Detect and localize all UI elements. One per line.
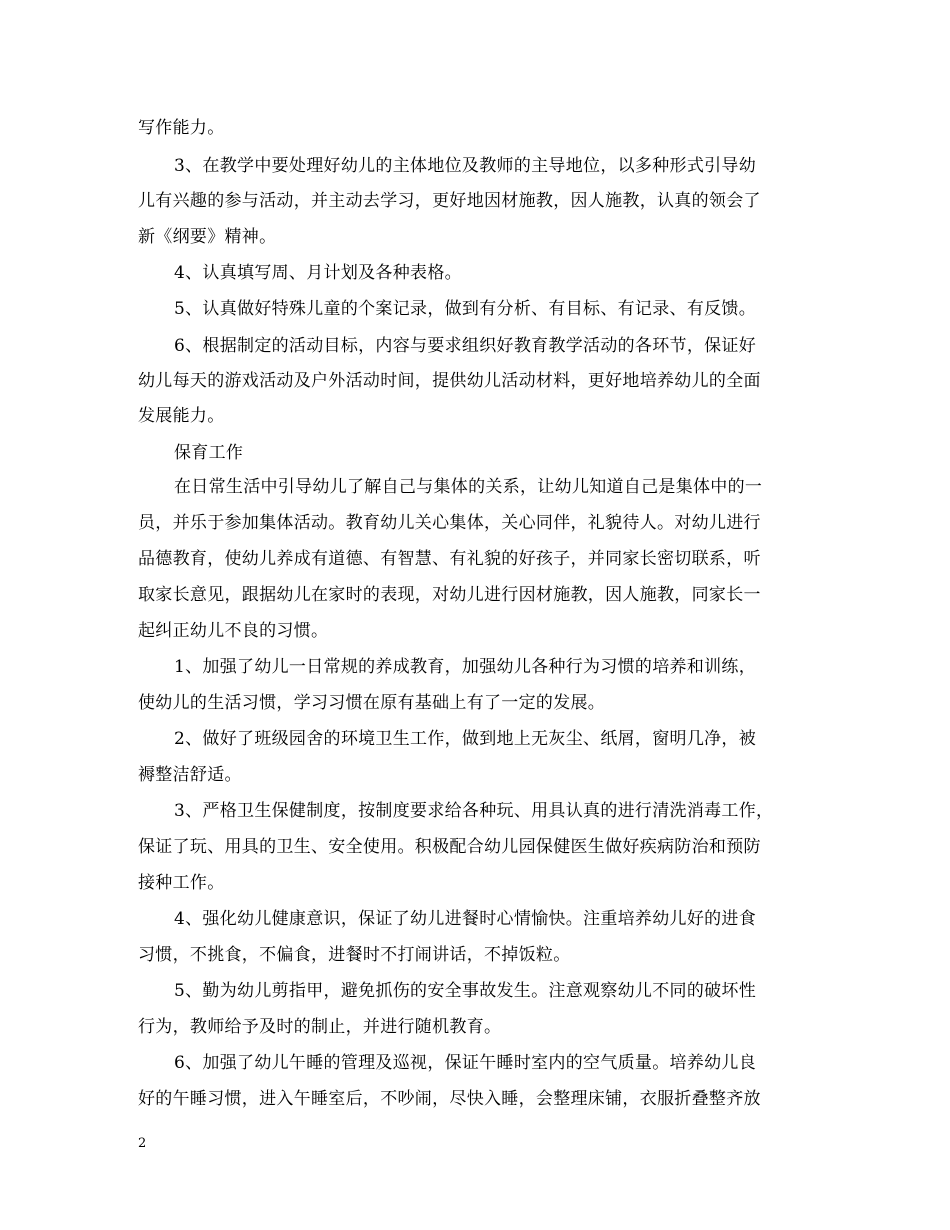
text-line: 4、认真填写周、月计划及各种表格。 (174, 263, 462, 283)
text-line: 接种工作。 (138, 873, 225, 893)
section-heading: 保育工作 (174, 443, 244, 463)
text-line: 2、做好了班级园舍的环境卫生工作，做到地上无灰尘、纸屑，窗明几净，被 (174, 729, 757, 749)
text-line: 在日常生活中引导幼儿了解自己与集体的关系，让幼儿知道自己是集体中的一 (174, 477, 763, 497)
text-line: 使幼儿的生活习惯，学习习惯在原有基础上有了一定的发展。 (138, 693, 606, 713)
text-line: 褥整洁舒适。 (138, 765, 242, 785)
text-line: 3、在教学中要处理好幼儿的主体地位及教师的主导地位，以多种形式引导幼 (174, 156, 757, 176)
text-line: 起纠正幼儿不良的习惯。 (138, 621, 329, 641)
text-line: 幼儿每天的游戏活动及户外活动时间，提供幼儿活动材料，更好地培养幼儿的全面 (138, 371, 761, 391)
text-line: 5、勤为幼儿剪指甲，避免抓伤的安全事故发生。注意观察幼儿不同的破坏性 (174, 981, 757, 1001)
text-line: 6、根据制定的活动目标，内容与要求组织好教育教学活动的各环节，保证好 (174, 336, 757, 356)
text-line: 员，并乐于参加集体活动。教育幼儿关心集体，关心同伴，礼貌待人。对幼儿进行 (138, 513, 761, 533)
text-line: 5、认真做好特殊儿童的个案记录，做到有分析、有目标、有记录、有反馈。 (174, 299, 757, 319)
text-line: 保证了玩、用具的卫生、安全使用。积极配合幼儿园保健医生做好疾病防治和预防 (138, 837, 761, 857)
text-line: 好的午睡习惯，进入午睡室后，不吵闹，尽快入睡，会整理床铺，衣服折叠整齐放 (138, 1089, 761, 1109)
page-number: 2 (138, 1136, 147, 1151)
text-line: 儿有兴趣的参与活动，并主动去学习，更好地因材施教，因人施教，认真的领会了 (138, 191, 761, 211)
text-line: 4、强化幼儿健康意识，保证了幼儿进餐时心情愉快。注重培养幼儿好的进食 (174, 909, 757, 929)
text-line: 6、加强了幼儿午睡的管理及巡视，保证午睡时室内的空气质量。培养幼儿良 (174, 1053, 757, 1073)
text-line: 写作能力。 (138, 118, 225, 138)
text-line: 3、严格卫生保健制度，按制度要求给各种玩、用具认真的进行清洗消毒工作， (174, 801, 774, 821)
text-line: 习惯，不挑食，不偏食，进餐时不打闹讲话，不掉饭粒。 (138, 945, 571, 965)
text-line: 取家长意见，跟据幼儿在家时的表现，对幼儿进行因材施教，因人施教，同家长一 (138, 585, 761, 605)
text-line: 1、加强了幼儿一日常规的养成教育，加强幼儿各种行为习惯的培养和训练， (174, 657, 757, 677)
text-line: 发展能力。 (138, 406, 225, 426)
text-line: 新《纲要》精神。 (138, 227, 277, 247)
text-line: 行为，教师给予及时的制止，并进行随机教育。 (138, 1017, 502, 1037)
text-line: 品德教育，使幼儿养成有道德、有智慧、有礼貌的好孩子，并同家长密切联系，听 (138, 549, 761, 569)
